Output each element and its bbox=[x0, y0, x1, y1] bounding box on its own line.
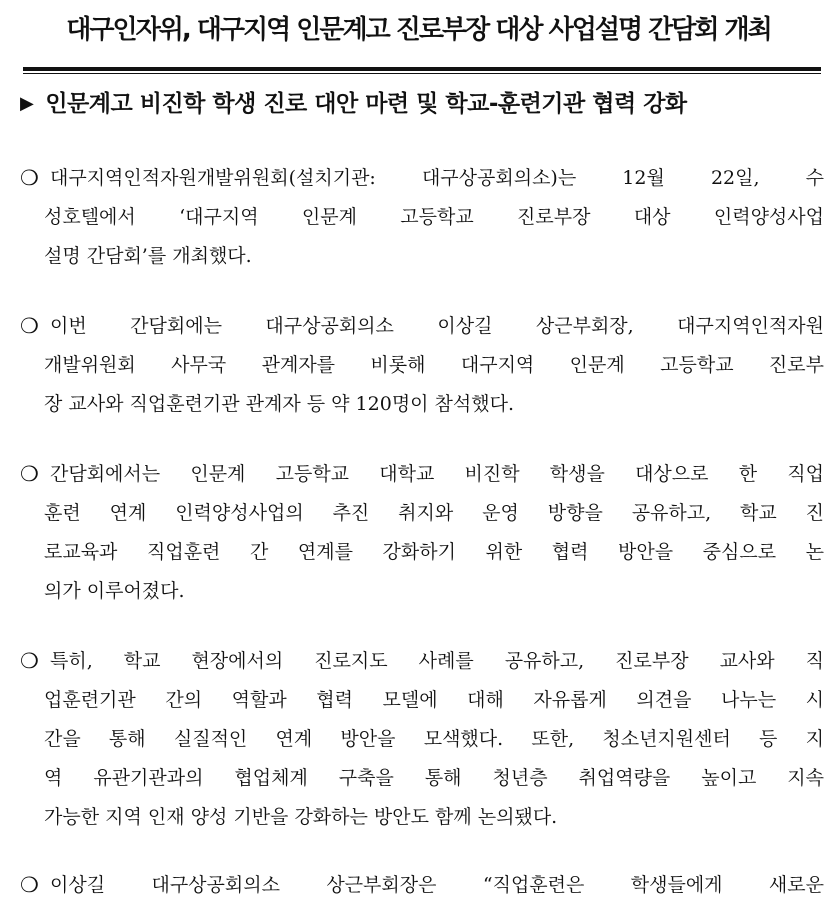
paragraph-line: 성호텔에서 ‘대구지역 인문계 고등학교 진로부장 대상 인력양성사업 bbox=[44, 206, 824, 228]
paragraph-line: 역 유관기관과의 협업체계 구축을 통해 청년층 취업역량을 높이고 지속 bbox=[44, 767, 824, 789]
paragraph-line: 훈련 연계 인력양성사업의 추진 취지와 운영 방향을 공유하고, 학교 진 bbox=[44, 502, 824, 524]
paragraph-line: 이번 간담회에는 대구상공회의소 이상길 상근부회장, 대구지역인적자원 bbox=[50, 315, 824, 337]
paragraph-line: 특히, 학교 현장에서의 진로지도 사례를 공유하고, 진로부장 교사와 직 bbox=[50, 650, 824, 672]
hollow-circle-icon: ❍ bbox=[20, 873, 39, 897]
document-title: 대구인자위, 대구지역 인문계고 진로부장 대상 사업설명 간담회 개최 bbox=[66, 15, 771, 45]
paragraph-3 bbox=[20, 455, 824, 611]
paragraph-line: 설명 간담회’를 개최했다. bbox=[44, 245, 252, 267]
paragraph-line: 의가 이루어졌다. bbox=[44, 580, 185, 602]
paragraph-line: 장 교사와 직업훈련기관 관계자 등 약 120명이 참석했다. bbox=[44, 393, 515, 415]
paragraph-5 bbox=[20, 866, 824, 905]
paragraph-line: 가능한 지역 인재 양성 기반을 강화하는 방안도 함께 논의됐다. bbox=[44, 806, 558, 828]
document-subtitle bbox=[20, 86, 820, 122]
hollow-circle-icon: ❍ bbox=[20, 649, 39, 673]
paragraph-line: 로교육과 직업훈련 간 연계를 강화하기 위한 협력 방안을 중심으로 논 bbox=[44, 541, 824, 563]
title-divider-thin bbox=[23, 73, 821, 74]
hollow-circle-icon: ❍ bbox=[20, 462, 39, 486]
paragraph-line: 대구지역인적자원개발위원회(설치기관: 대구상공회의소)는 12월 22일, 수 bbox=[50, 167, 824, 189]
title-divider-thick bbox=[23, 67, 821, 71]
paragraph-line: 간을 통해 실질적인 연계 방안을 모색했다. 또한, 청소년지원센터 등 지 bbox=[44, 728, 824, 750]
paragraph-line: 업훈련기관 간의 역할과 협력 모델에 대해 자유롭게 의견을 나누는 시 bbox=[44, 689, 824, 711]
paragraph-1 bbox=[20, 159, 824, 276]
hollow-circle-icon: ❍ bbox=[20, 166, 39, 190]
paragraph-4 bbox=[20, 642, 824, 837]
paragraph-line: 간담회에서는 인문계 고등학교 대학교 비진학 학생을 대상으로 한 직업 bbox=[50, 463, 824, 485]
paragraph-line: 이상길 대구상공회의소 상근부회장은 “직업훈련은 학생들에게 새로운 bbox=[50, 874, 824, 896]
triangle-right-icon: ▶ bbox=[20, 93, 34, 114]
paragraph-line: 개발위원회 사무국 관계자를 비롯해 대구지역 인문계 고등학교 진로부 bbox=[44, 354, 824, 376]
hollow-circle-icon: ❍ bbox=[20, 314, 39, 338]
subtitle-text: 인문계고 비진학 학생 진로 대안 마련 및 학교-훈련기관 협력 강화 bbox=[45, 91, 687, 117]
paragraph-2 bbox=[20, 307, 824, 424]
